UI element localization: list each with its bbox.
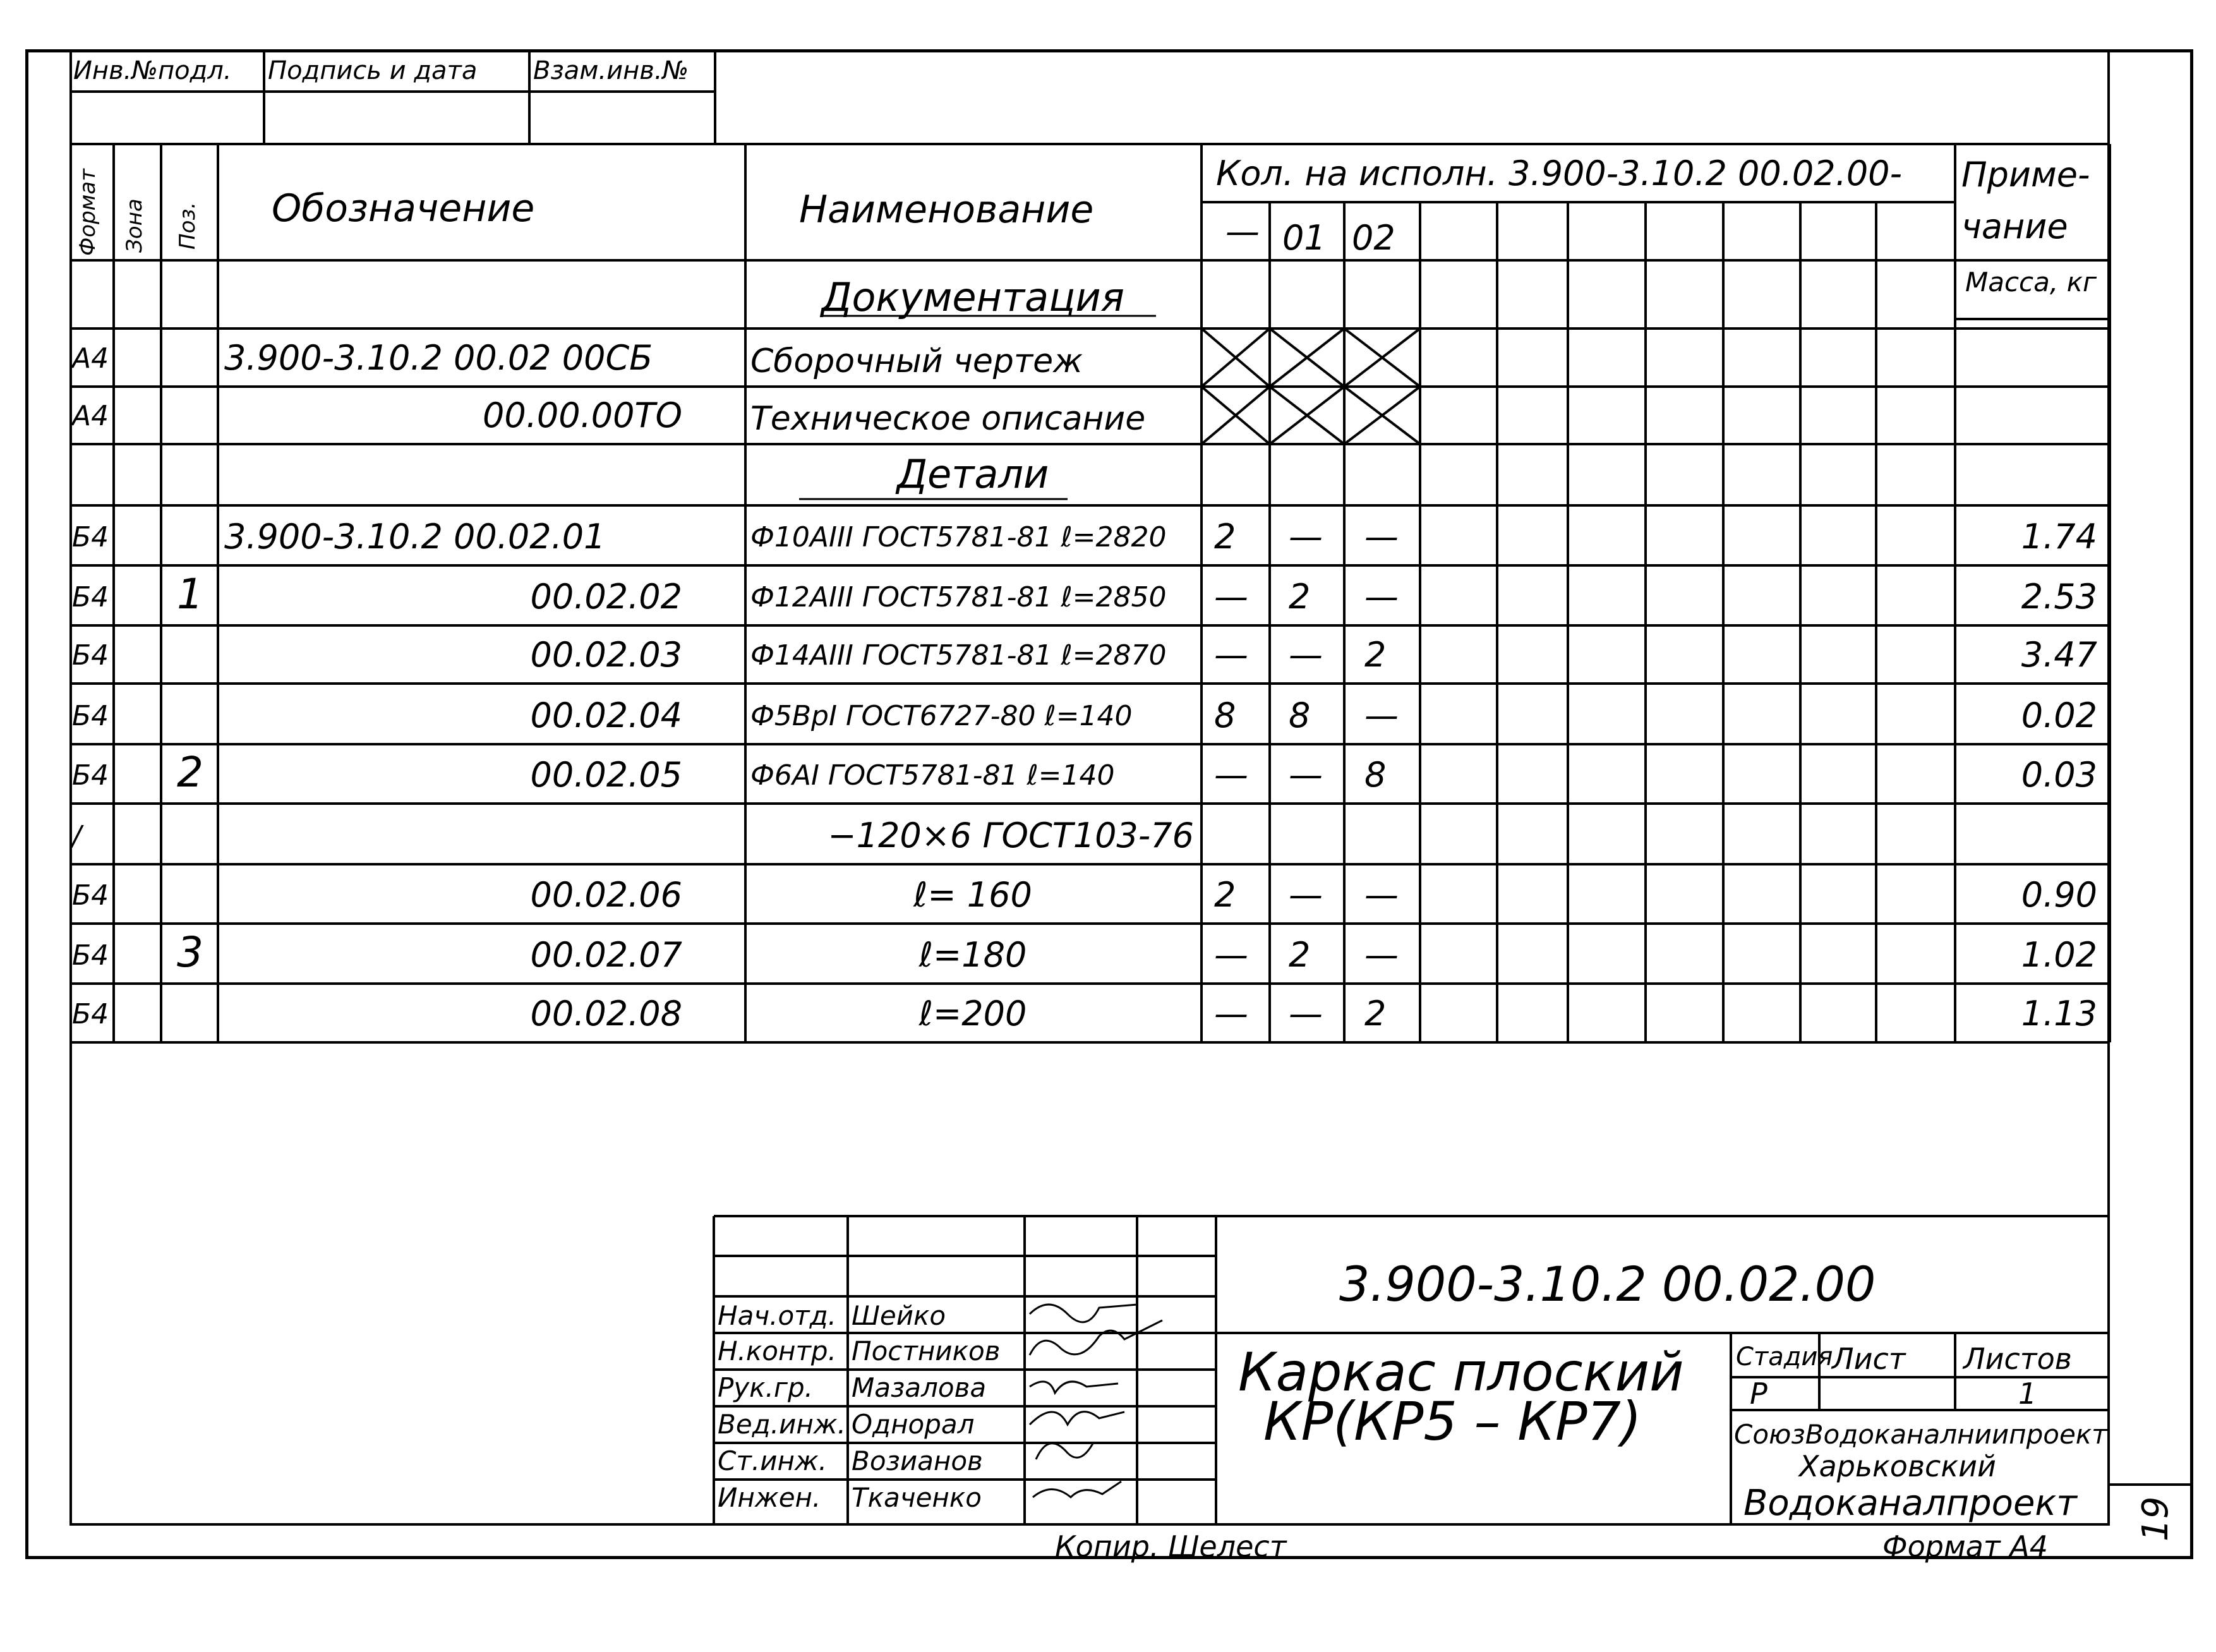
section-heading: Документация bbox=[821, 274, 1124, 320]
row-naimenovanie: Ф12АIII ГОСТ5781-81 ℓ=2850 bbox=[750, 581, 1167, 613]
row-primechanie: 0.90 bbox=[2021, 875, 2097, 915]
row-format: А4 bbox=[72, 400, 109, 432]
variant-header-0: — bbox=[1225, 212, 1260, 251]
row-qty-1: 2 bbox=[1289, 935, 1311, 975]
row-oboznachenie: 00.02.03 bbox=[530, 635, 682, 675]
drawing-title-line1: Каркас плоский bbox=[1238, 1341, 1684, 1403]
row-naimenovanie: Ф5ВрI ГОСТ6727-80 ℓ=140 bbox=[750, 700, 1133, 732]
row-format: Б4 bbox=[72, 581, 109, 613]
variant-header-2: 02 bbox=[1352, 218, 1395, 258]
row-naimenovanie: Ф10АIII ГОСТ5781-81 ℓ=2820 bbox=[750, 521, 1167, 553]
row-format: Б4 bbox=[72, 521, 109, 553]
row-qty-2: — bbox=[1364, 696, 1399, 735]
row-primechanie: 0.03 bbox=[2021, 755, 2097, 795]
footer-kopir: Копир. Шелест bbox=[1055, 1529, 1287, 1564]
doc-code: 3.900-3.10.2 00.02.00 bbox=[1339, 1256, 1876, 1312]
row-qty-1: — bbox=[1289, 517, 1323, 557]
role-name: Шейко bbox=[852, 1300, 946, 1331]
row-primechanie: 2.53 bbox=[2021, 577, 2097, 617]
row-qty-2: 2 bbox=[1364, 994, 1387, 1034]
row-poz: 2 bbox=[177, 748, 203, 797]
row-qty-1: 2 bbox=[1289, 577, 1311, 617]
row-format: Б4 bbox=[72, 639, 109, 672]
stadia-value: Р bbox=[1750, 1377, 1767, 1411]
row-primechanie: 1.74 bbox=[2021, 517, 2097, 557]
org-line1: СоюзВодоканалниипроект bbox=[1734, 1419, 2107, 1450]
row-primechanie: 1.13 bbox=[2021, 994, 2097, 1034]
stadia-label: Стадия bbox=[1736, 1342, 1833, 1372]
stamp-inv-podl: Инв.№подл. bbox=[73, 56, 232, 85]
role-name: Постников bbox=[852, 1335, 1001, 1366]
header-kol: Кол. на исполн. 3.900-3.10.2 00.02.00- bbox=[1216, 154, 1903, 193]
row-naimenovanie: Ф6АI ГОСТ5781-81 ℓ=140 bbox=[750, 759, 1115, 792]
header-zona: Зона bbox=[122, 198, 147, 253]
row-primechanie: 0.02 bbox=[2021, 696, 2097, 735]
role-label: Нач.отд. bbox=[718, 1300, 837, 1331]
row-qty-2: 8 bbox=[1364, 755, 1387, 795]
org-line2: Харьковский bbox=[1799, 1449, 1996, 1483]
role-label: Рук.гр. bbox=[718, 1372, 813, 1403]
row-primechanie: 1.02 bbox=[2021, 935, 2097, 975]
drawing-title-line2: КР(КР5 – КР7) bbox=[1263, 1390, 1642, 1452]
stamp-podpis-data: Подпись и дата bbox=[268, 56, 478, 85]
row-naimenovanie: Ф14АIII ГОСТ5781-81 ℓ=2870 bbox=[750, 639, 1167, 672]
role-label: Ст.инж. bbox=[718, 1445, 828, 1476]
row-format: А4 bbox=[72, 342, 109, 375]
row-oboznachenie: 3.900-3.10.2 00.02 00СБ bbox=[224, 338, 653, 378]
row-qty-2: — bbox=[1364, 935, 1399, 975]
row-naimenovanie: Техническое описание bbox=[750, 400, 1146, 438]
row-naimenovanie: ℓ=200 bbox=[918, 994, 1027, 1034]
row-naimenovanie: ℓ=180 bbox=[918, 935, 1027, 975]
row-qty-2: 2 bbox=[1364, 635, 1387, 675]
row-oboznachenie: 00.02.06 bbox=[530, 875, 682, 915]
row-qty-0: 2 bbox=[1214, 875, 1236, 915]
role-label: Инжен. bbox=[718, 1482, 821, 1513]
row-qty-0: — bbox=[1214, 994, 1248, 1034]
row-naimenovanie: −120×6 ГОСТ103-76 bbox=[828, 816, 1194, 855]
role-name: Мазалова bbox=[852, 1372, 987, 1403]
row-oboznachenie: 00.02.04 bbox=[530, 696, 682, 735]
variant-header-1: 01 bbox=[1282, 218, 1326, 258]
role-name: Однорал bbox=[852, 1409, 975, 1440]
massa-label: Масса, кг bbox=[1965, 267, 2097, 298]
footer-format: Формат А4 bbox=[1882, 1529, 2048, 1564]
row-qty-1: 8 bbox=[1289, 696, 1311, 735]
list-label: Лист bbox=[1832, 1342, 1906, 1376]
header-naimenovanie: Наименование bbox=[799, 188, 1094, 232]
row-qty-0: — bbox=[1214, 935, 1248, 975]
row-qty-0: 8 bbox=[1214, 696, 1236, 735]
row-format: Б4 bbox=[72, 998, 109, 1030]
row-poz: 3 bbox=[177, 928, 203, 977]
row-naimenovanie: ℓ= 160 bbox=[913, 875, 1032, 915]
row-naimenovanie: Сборочный чертеж bbox=[750, 342, 1083, 380]
row-qty-1: — bbox=[1289, 755, 1323, 795]
page-number: 19 bbox=[2135, 1496, 2176, 1541]
row-format: Б4 bbox=[72, 700, 109, 732]
row-oboznachenie: 00.00.00ТО bbox=[483, 395, 682, 435]
row-format: Б4 bbox=[72, 879, 109, 912]
header-format: Формат bbox=[75, 169, 100, 256]
row-qty-0: — bbox=[1214, 755, 1248, 795]
role-label: Н.контр. bbox=[718, 1335, 836, 1366]
row-oboznachenie: 00.02.02 bbox=[530, 577, 682, 617]
section-heading: Детали bbox=[896, 451, 1049, 497]
row-qty-2: — bbox=[1364, 875, 1399, 915]
role-name: Ткаченко bbox=[852, 1482, 982, 1513]
listov-value: 1 bbox=[2018, 1377, 2037, 1411]
header-poz: Поз. bbox=[175, 202, 200, 250]
row-qty-1: — bbox=[1289, 635, 1323, 675]
listov-label: Листов bbox=[1963, 1342, 2072, 1376]
header-prime1: Приме- bbox=[1961, 155, 2090, 195]
row-poz: 1 bbox=[177, 570, 203, 618]
row-oboznachenie: 3.900-3.10.2 00.02.01 bbox=[224, 517, 606, 557]
row-oboznachenie: 00.02.05 bbox=[530, 755, 682, 795]
row-qty-1: — bbox=[1289, 875, 1323, 915]
row-qty-0: — bbox=[1214, 577, 1248, 617]
row-format: Б4 bbox=[72, 759, 109, 792]
row-qty-0: 2 bbox=[1214, 517, 1236, 557]
row-qty-2: — bbox=[1364, 577, 1399, 617]
header-prime2: чание bbox=[1961, 207, 2068, 246]
header-oboznachenie: Обозначение bbox=[272, 186, 535, 231]
row-qty-2: — bbox=[1364, 517, 1399, 557]
row-oboznachenie: 00.02.07 bbox=[530, 935, 682, 975]
row-oboznachenie: 00.02.08 bbox=[530, 994, 682, 1034]
org-line3: Водоканалпроект bbox=[1743, 1483, 2077, 1524]
row-qty-0: — bbox=[1214, 635, 1248, 675]
row-primechanie: 3.47 bbox=[2021, 635, 2097, 675]
role-name: Возианов bbox=[852, 1445, 983, 1476]
row-format: / bbox=[72, 820, 81, 852]
row-qty-1: — bbox=[1289, 994, 1323, 1034]
role-label: Вед.инж. bbox=[718, 1409, 846, 1440]
stamp-vzam-inv: Взам.инв.№ bbox=[533, 56, 689, 85]
row-format: Б4 bbox=[72, 939, 109, 972]
